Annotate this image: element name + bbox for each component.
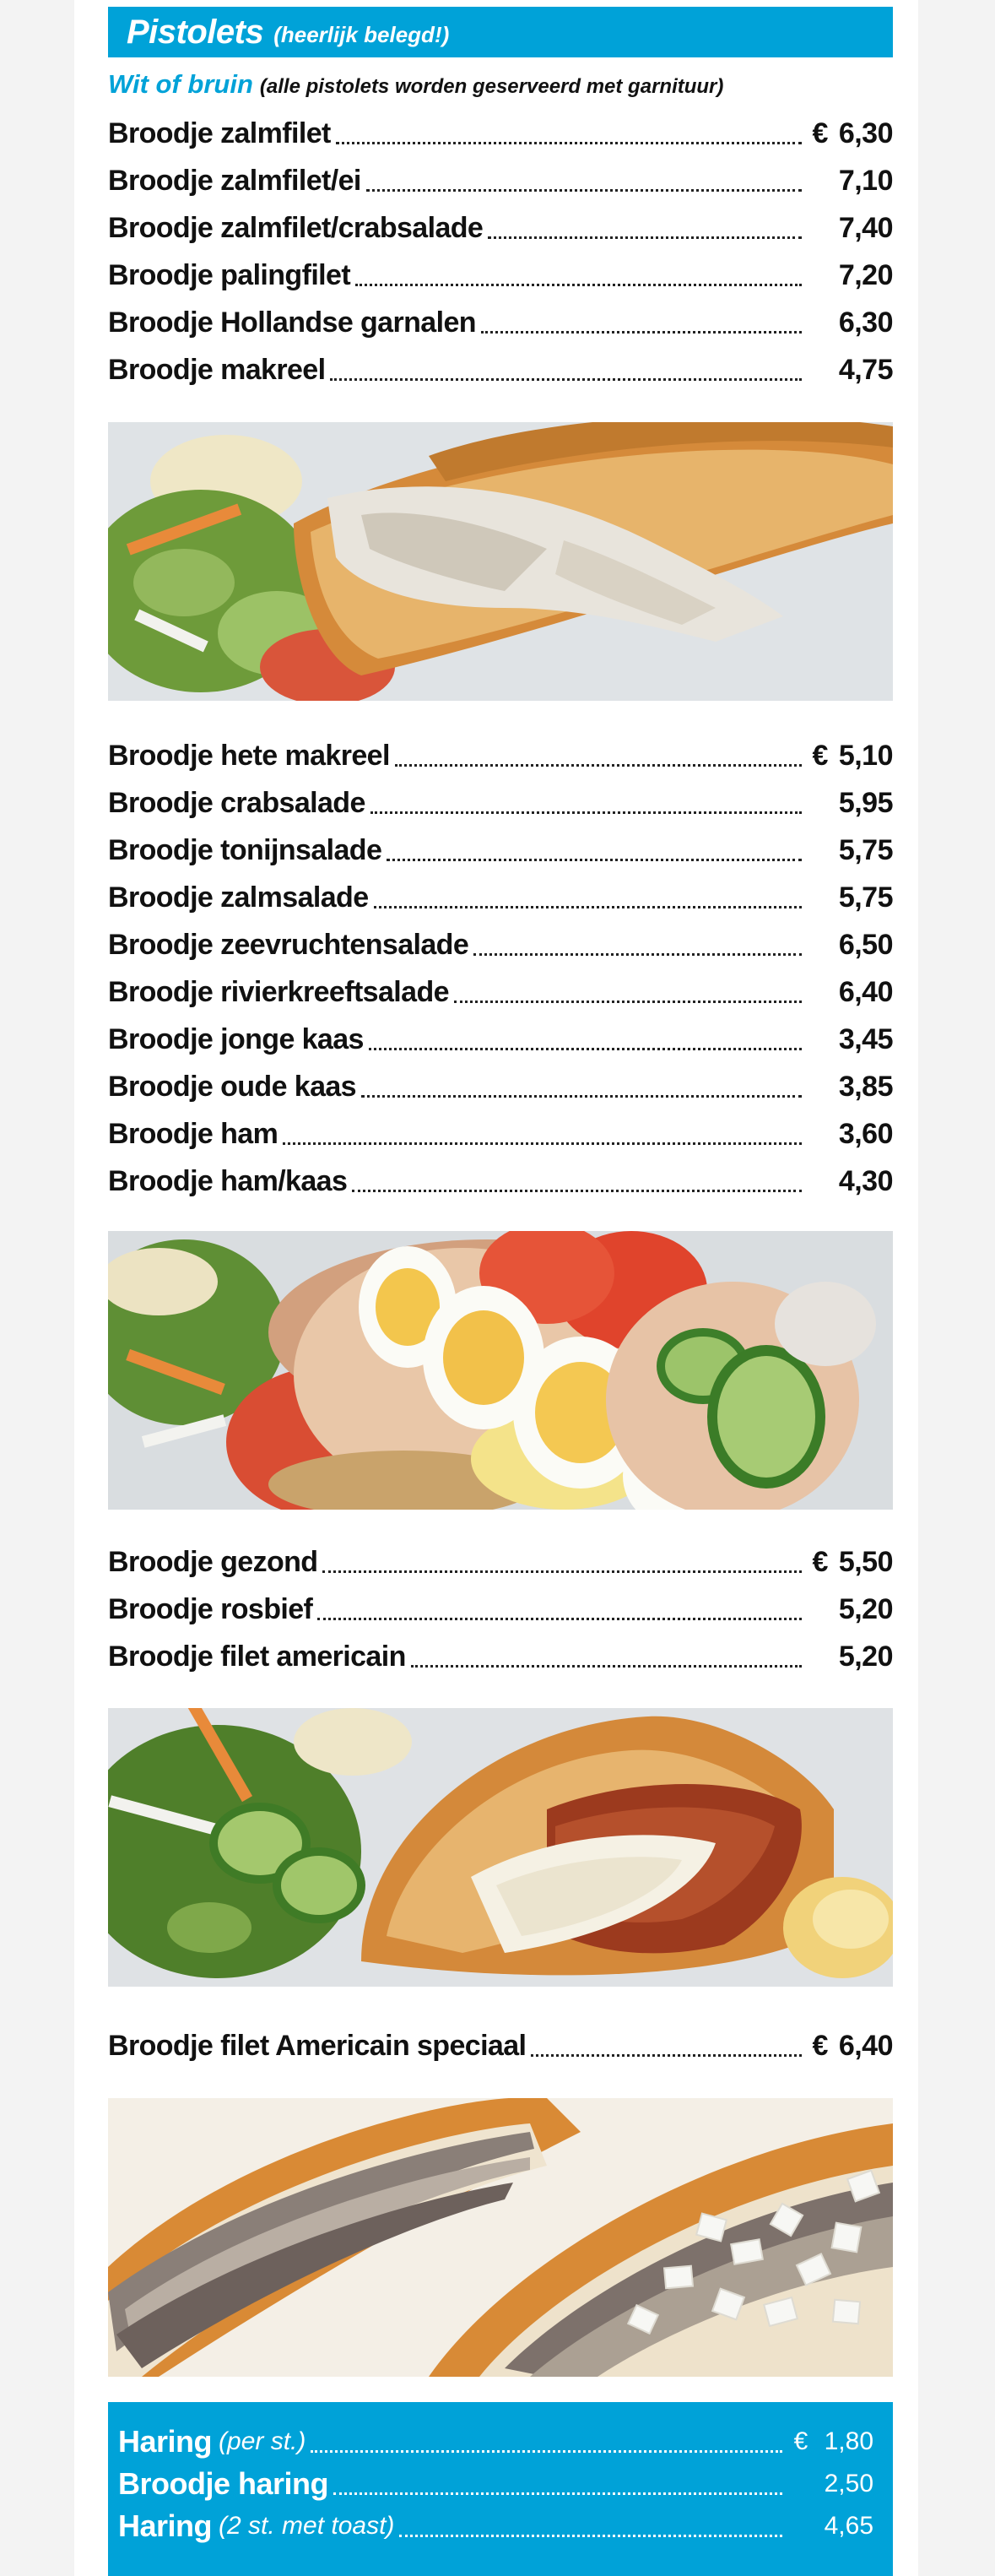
item-price: 5,20 xyxy=(838,1640,893,1673)
section-subtitle: (heerlijk belegd!) xyxy=(273,21,450,47)
item-name: Broodje zalmfilet xyxy=(108,117,331,149)
leader-dots xyxy=(454,1001,802,1003)
item-price: 5,75 xyxy=(838,833,893,866)
item-price: 5,95 xyxy=(838,786,893,819)
menu-item xyxy=(108,1016,893,1063)
item-price: 6,50 xyxy=(838,928,893,961)
item-price: 3,85 xyxy=(838,1070,893,1103)
currency-symbol: € xyxy=(812,2029,829,2062)
bread-choice-line xyxy=(108,69,893,100)
currency-symbol: € xyxy=(812,739,829,772)
menu-item xyxy=(108,874,893,921)
menu-item xyxy=(108,1063,893,1110)
item-name: Broodje rosbief xyxy=(108,1592,313,1625)
menu-group-salads xyxy=(108,732,893,1205)
item-price: 5,10 xyxy=(838,739,893,772)
menu-page xyxy=(74,0,918,2576)
leader-dots xyxy=(361,1095,802,1098)
item-name: Broodje zalmfilet/crabsalade xyxy=(108,211,484,244)
menu-item xyxy=(108,968,893,1016)
leader-dots xyxy=(352,1190,802,1192)
currency-symbol: € xyxy=(812,117,829,149)
item-price: 4,75 xyxy=(838,353,893,386)
item-price: 4,65 xyxy=(824,2512,873,2540)
menu-item xyxy=(108,204,893,252)
item-name: Broodje hete makreel xyxy=(108,739,390,772)
leader-dots xyxy=(336,142,802,144)
menu-item xyxy=(108,1586,893,1633)
item-price: 7,10 xyxy=(838,164,893,197)
leader-dots xyxy=(370,811,802,814)
photo-americain-image xyxy=(108,1708,893,1987)
leader-dots xyxy=(488,236,802,239)
menu-group-special xyxy=(108,2022,893,2069)
item-name: Broodje makreel xyxy=(108,353,326,386)
leader-dots xyxy=(481,331,802,334)
item-price: 6,40 xyxy=(838,975,893,1008)
photo-mackerel-sandwich xyxy=(108,422,893,701)
menu-item xyxy=(108,110,893,157)
menu-item xyxy=(108,1110,893,1158)
menu-item xyxy=(108,1633,893,1680)
item-price: 4,30 xyxy=(838,1164,893,1197)
item-qualifier: (2 st. met toast) xyxy=(219,2512,395,2540)
menu-group-fish xyxy=(108,110,893,393)
photo-americain-sandwich xyxy=(108,1708,893,1987)
item-name: Broodje ham xyxy=(108,1117,278,1150)
menu-item xyxy=(108,921,893,968)
item-price: 5,20 xyxy=(838,1592,893,1625)
item-name: Broodje palingfilet xyxy=(108,258,351,291)
photo-herring-image xyxy=(108,2098,893,2377)
item-name: Broodje haring xyxy=(118,2466,329,2501)
leader-dots xyxy=(395,764,802,767)
item-price: 6,30 xyxy=(838,117,893,149)
item-name: Haring xyxy=(118,2508,213,2543)
herring-item xyxy=(118,2463,873,2505)
item-name: Broodje oude kaas xyxy=(108,1070,356,1103)
menu-item xyxy=(108,157,893,204)
item-name: Broodje filet americain xyxy=(108,1640,406,1673)
herring-item xyxy=(118,2421,873,2463)
leader-dots xyxy=(311,2450,782,2453)
item-name: Broodje jonge kaas xyxy=(108,1022,364,1055)
item-price: 5,50 xyxy=(838,1545,893,1578)
leader-dots xyxy=(399,2535,782,2537)
photo-egg-image xyxy=(108,1231,893,1510)
leader-dots xyxy=(317,1618,802,1620)
leader-dots xyxy=(387,859,802,861)
menu-item xyxy=(108,299,893,346)
photo-mackerel-image xyxy=(108,422,893,701)
item-price: 2,50 xyxy=(824,2470,873,2497)
leader-dots xyxy=(333,2492,782,2495)
menu-item xyxy=(108,252,893,299)
item-name: Broodje tonijnsalade xyxy=(108,833,382,866)
item-price: 7,20 xyxy=(838,258,893,291)
leader-dots xyxy=(374,906,802,908)
leader-dots xyxy=(330,378,802,381)
item-name: Broodje filet Americain speciaal xyxy=(108,2029,527,2062)
photo-herring-sandwich xyxy=(108,2098,893,2377)
menu-item xyxy=(108,346,893,393)
leader-dots xyxy=(473,953,802,956)
item-name: Broodje zalmsalade xyxy=(108,881,369,914)
item-name: Broodje rivierkreeftsalade xyxy=(108,975,449,1008)
leader-dots xyxy=(366,189,802,192)
menu-group-meat xyxy=(108,1538,893,1680)
item-price: 6,40 xyxy=(838,2029,893,2062)
item-name: Broodje Hollandse garnalen xyxy=(108,306,476,339)
bread-choice: Wit of bruin xyxy=(108,69,253,99)
menu-item xyxy=(108,1538,893,1586)
leader-dots xyxy=(322,1570,802,1573)
leader-dots xyxy=(355,284,802,286)
menu-item xyxy=(108,779,893,827)
item-name: Broodje crabsalade xyxy=(108,786,365,819)
item-name: Broodje gezond xyxy=(108,1545,318,1578)
leader-dots xyxy=(283,1142,802,1145)
herring-panel xyxy=(108,2402,893,2576)
item-price: 5,75 xyxy=(838,881,893,914)
herring-item xyxy=(118,2505,873,2547)
leader-dots xyxy=(531,2054,802,2057)
item-name: Broodje ham/kaas xyxy=(108,1164,348,1197)
item-name: Haring xyxy=(118,2424,213,2459)
menu-item xyxy=(108,827,893,874)
item-price: 3,45 xyxy=(838,1022,893,1055)
currency-symbol: € xyxy=(793,2427,808,2455)
item-qualifier: (per st.) xyxy=(219,2427,306,2455)
leader-dots xyxy=(369,1048,802,1050)
item-name: Broodje zeevruchtensalade xyxy=(108,928,469,961)
leader-dots xyxy=(411,1665,802,1668)
menu-item xyxy=(108,732,893,779)
item-price: 7,40 xyxy=(838,211,893,244)
menu-item xyxy=(108,1158,893,1205)
item-price: 6,30 xyxy=(838,306,893,339)
photo-egg-sandwich xyxy=(108,1231,893,1510)
item-name: Broodje zalmfilet/ei xyxy=(108,164,361,197)
section-title: Pistolets xyxy=(127,13,264,51)
item-price: 3,60 xyxy=(838,1117,893,1150)
section-header xyxy=(108,7,893,57)
item-price: 1,80 xyxy=(824,2427,873,2455)
currency-symbol: € xyxy=(812,1545,829,1578)
menu-item xyxy=(108,2022,893,2069)
garnish-note: (alle pistolets worden geserveerd met garnituur) xyxy=(259,75,724,98)
